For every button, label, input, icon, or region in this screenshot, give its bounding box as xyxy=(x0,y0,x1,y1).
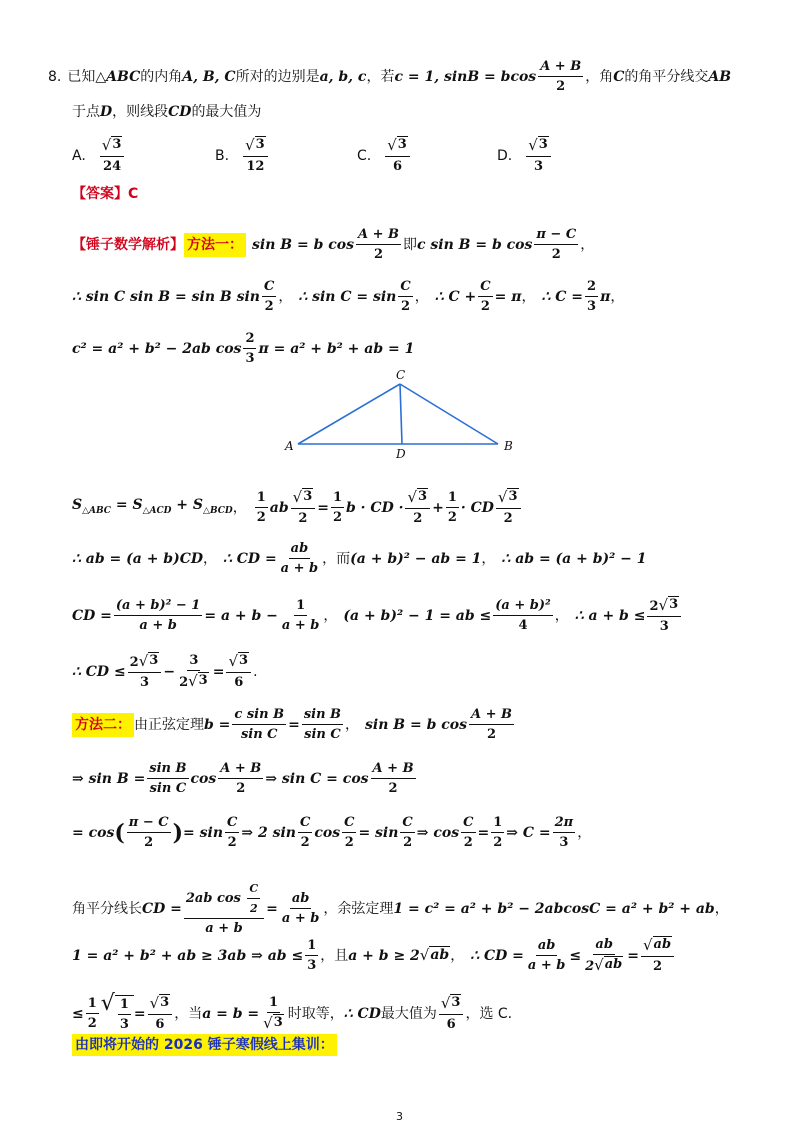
stem-text: 所对的边别是 xyxy=(235,68,320,85)
stem-text: ，若 xyxy=(366,68,395,85)
math-line: ∴ ab = (a + b)CD ， ∴ CD = $\frac{ab}{a + b}$ ，而 (a + b)² − ab = 1 ， ∴ ab = (a + b)² − 1 xyxy=(72,541,647,576)
side-ca xyxy=(298,384,400,444)
bisector-cd xyxy=(400,384,402,444)
math-line: ≤ $\frac{1}{2}$ √ $\frac{1}{3}$ = √ 3 6 ，当 a = b = 1 √ 3 时取等， ∴ CD 最大值为 √ 3 6 ，选 C. xyxy=(72,990,513,1032)
label-a: A xyxy=(285,439,294,453)
math-line: = cos ( $\frac{\pi - C}{2}$ ) = sin $\frac{C}{2}$ ⇒ 2 sin $\frac{C}{2}$ cos $\frac{C}{2}$ = sin $\frac{C}{2}$ ⇒ cos $\frac{C}{2}$ = $\frac{1}{2}$ ⇒ C = $\frac{2\pi}{3}$ ， xyxy=(72,815,592,850)
method2-label: 方法二： xyxy=(72,713,134,737)
stem-text: ，则线段 xyxy=(112,104,169,120)
triangle-figure xyxy=(0,366,800,466)
angle-c: C xyxy=(613,68,625,85)
question-number: 8. xyxy=(48,68,62,85)
page-number: 3 xyxy=(396,1110,403,1123)
condition: c = 1, sinB = bcos xyxy=(394,68,537,85)
fraction: $\frac{A + B}{2}$ xyxy=(540,59,582,94)
math-line: ⇒ sin B = $\frac{\text{sin B}}{\text{sin C}}$ cos $\frac{A + B}{2}$ ⇒ sin C = cos $\frac{A + B}{2}$ xyxy=(72,761,414,796)
answer-value: C xyxy=(128,186,139,202)
option-a[interactable]: A. √ 3 24 xyxy=(72,136,126,175)
question-line-2 xyxy=(72,102,261,122)
triangle-symbol: △ABC xyxy=(95,68,141,85)
math-line: c² = a² + b² − 2ab cos $\frac{2}{3}$ π = a² + b² + ab = 1 xyxy=(72,331,415,366)
sides: a, b, c xyxy=(319,68,367,85)
stem-text: 的角平分线交 xyxy=(624,68,709,85)
angles: A, B, C xyxy=(182,68,236,85)
footer-note-text: 由即将开始的 2026 锤子寒假线上集训： xyxy=(72,1034,337,1056)
point-d: D xyxy=(100,104,113,120)
answer-line xyxy=(72,184,138,204)
label-c: C xyxy=(396,368,406,382)
question-line-1 xyxy=(48,58,731,95)
segment-ab: AB xyxy=(708,68,732,85)
option-c[interactable]: C. √ 3 6 xyxy=(357,136,412,175)
method1-line: 【锤子数学解析】 方法一： sin B = b cos $\frac{A + B}{2}$ 即 c sin B = b cos $\frac{\pi - C}{2}$ ， xyxy=(72,227,595,262)
segment-cd: CD xyxy=(168,104,192,120)
label-b: B xyxy=(504,439,513,453)
math-line: CD = $\frac{\text{(a + b)² − 1}}{a + b}$ = a + b − $\frac{1}{a + b}$ ， (a + b)² − 1 = ab ≤ $\frac{\text{(a + b)²}}{4}$ ， ∴ a + b ≤ 2 √ 3 3 xyxy=(72,596,683,635)
stem-text: 于点 xyxy=(72,104,100,120)
side-cb xyxy=(400,384,498,444)
answer-tag: 【答案】 xyxy=(72,186,128,202)
math-line: $S_{\triangle ABC} = S_{\triangle ACD} + S_{\triangle BCD}$ ， $\frac{1}{2}$ ab √ 3 2 = $\frac{1}{2}$ b · CD · √ 3 2 + $\frac{1}{2}$ · CD √ 3 2 xyxy=(72,488,523,527)
option-b[interactable]: B. √ 3 12 xyxy=(215,136,270,175)
stem-text: 的最大值为 xyxy=(191,104,262,120)
label-d: D xyxy=(396,447,406,461)
footer-note xyxy=(72,1034,337,1056)
analysis-tag: 【锤子数学解析】 xyxy=(72,236,184,253)
stem-text: 的内角 xyxy=(140,68,183,85)
math-line: 角平分线长 CD = 2ab cos $\frac{C}{2}$ a + b = $\frac{ab}{a + b}$ ，余弦定理 1 = c² = a² + b² − 2abcosC = a² + b² + ab ， xyxy=(72,882,729,936)
option-d[interactable]: D. √ 3 3 xyxy=(497,136,553,175)
method2-line: 方法二： 由正弦定理 b = $\frac{\text{c sin B}}{\text{sin C}}$ = $\frac{\text{sin B}}{\text{sin C}}$ ， sin B = b cos $\frac{A + B}{2}$ xyxy=(72,706,516,743)
math-line: 1 = a² + b² + ab ≥ 3ab ⇒ ab ≤ $\frac{1}{3}$ ，且 a + b ≥ 2 √ ab ， ∴ CD = $\frac{ab}{a + b}$ ≤ ab 2 √ ab = √ ab 2 xyxy=(72,936,676,975)
stem-text: 已知 xyxy=(67,68,96,85)
stem-text: ，角 xyxy=(585,68,614,85)
math-line: ∴ CD ≤ 2 √ 3 3 − 3 2 √ 3 = √ 3 6 . xyxy=(72,652,258,690)
method1-label: 方法一： xyxy=(184,233,246,257)
math-line: ∴ sin C sin B = sin B sin $\frac{C}{2}$ ， ∴ sin C = sin $\frac{C}{2}$ ， ∴ C + $\frac{C}{2}$ = π ， ∴ C = $\frac{2}{3}$ π ， xyxy=(72,279,625,314)
